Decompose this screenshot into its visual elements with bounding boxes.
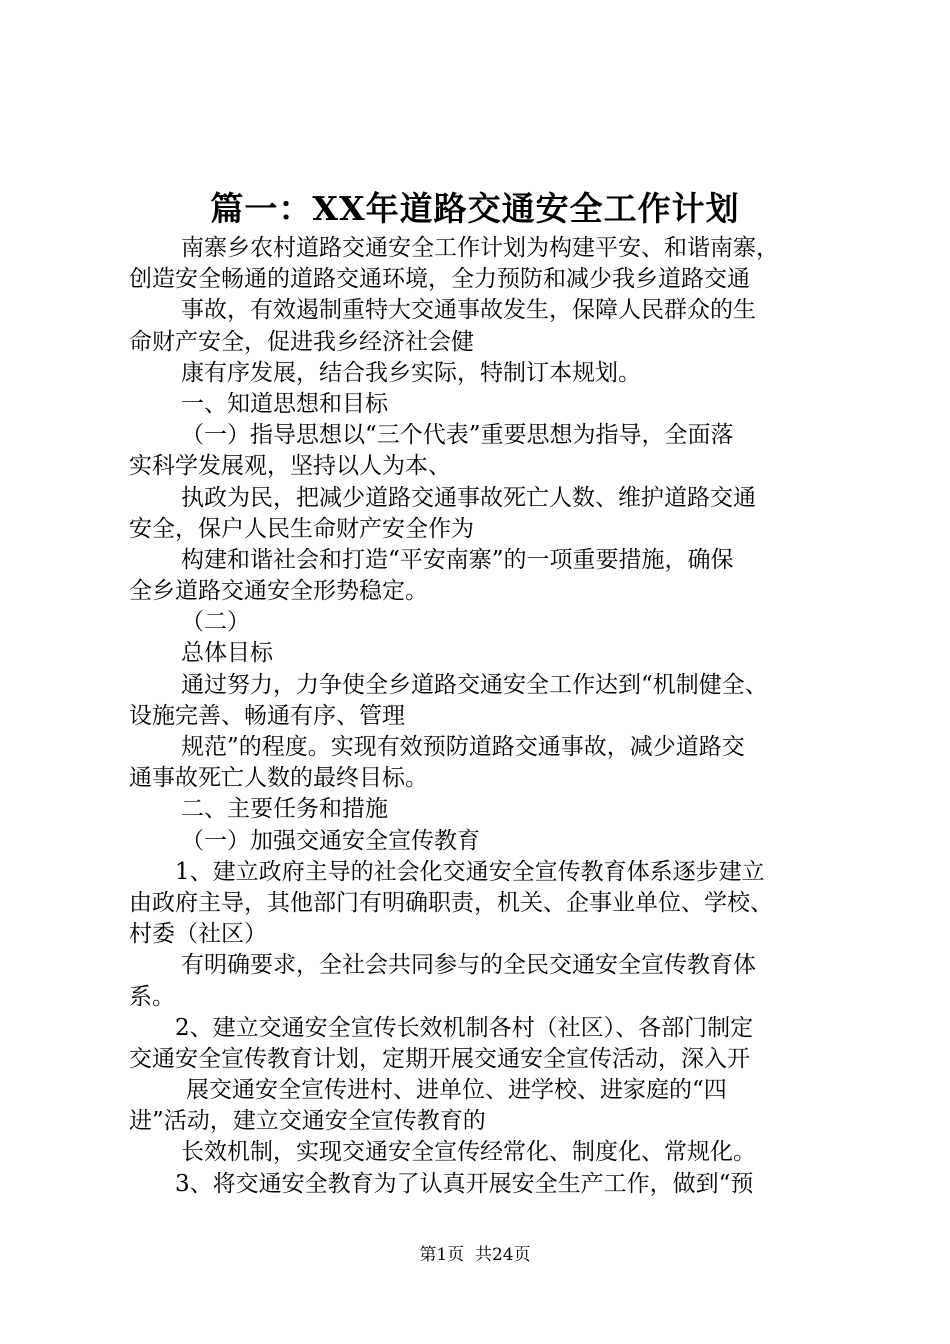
paragraph-line: 有明确要求，全社会共同参与的全民交通安全宣传教育体: [181, 952, 756, 979]
paragraph-line: 全乡道路交通安全形势稳定。: [129, 578, 428, 605]
paragraph-line: 村委（社区）: [129, 921, 267, 948]
paragraph-line: 实科学发展观，坚持以人为本、: [129, 453, 451, 480]
paragraph-line: 康有序发展，结合我乡实际，特制订本规划。: [181, 359, 641, 386]
paragraph-line: 规范”的程度。实现有效预防道路交通事故，减少道路交: [181, 734, 745, 760]
paragraph-line: 安全，保户人民生命财产安全作为: [129, 515, 474, 542]
paragraph-line: 南寨乡农村道路交通安全工作计划为构建平安、和谐南寨，: [181, 235, 779, 261]
paragraph-line: 执政为民，把减少道路交通事故死亡人数、维护道路交通: [181, 484, 756, 511]
paragraph-line: 通过努力，力争使全乡道路交通安全工作达到“机制健全、: [181, 671, 768, 698]
subsection-heading: （二）: [181, 609, 250, 636]
page-number-footer: 第1页 共24页: [419, 1245, 531, 1265]
document-body: [129, 233, 859, 1200]
paragraph-line: 系。: [129, 983, 175, 1010]
subsection-heading: （一）加强交通安全宣传教育: [181, 827, 480, 854]
paragraph-line: 2、建立交通安全宣传长效机制各村（社区）、各部门制定: [175, 1014, 754, 1041]
paragraph-line: 交通安全宣传教育计划，定期开展交通安全宣传活动，深入开: [129, 1045, 750, 1072]
document-title: 篇一：XX年道路交通安全工作计划: [210, 189, 740, 228]
paragraph-line: 3、将交通安全教育为了认真开展安全生产工作，做到“预: [175, 1170, 754, 1197]
section-heading: 一、知道思想和目标: [181, 390, 388, 417]
paragraph-line: 创造安全畅通的道路交通环境，全力预防和减少我乡道路交通: [129, 266, 750, 293]
subsection-heading: 总体目标: [181, 640, 273, 667]
paragraph-line: （一）指导思想以“三个代表”重要思想为指导，全面落: [181, 422, 734, 449]
paragraph-line: 进”活动，建立交通安全宣传教育的: [129, 1108, 486, 1135]
section-heading: 二、主要任务和措施: [181, 796, 388, 823]
paragraph-line: 通事故死亡人数的最终目标。: [129, 765, 428, 792]
paragraph-line: 构建和谐社会和打造“平安南寨”的一项重要措施，确保: [181, 546, 734, 573]
paragraph-line: 展交通安全宣传进村、进单位、进学校、进家庭的“四: [186, 1077, 727, 1104]
paragraph-line: 由政府主导，其他部门有明确职责，机关、企事业单位、学校、: [129, 889, 773, 916]
paragraph-line: 设施完善、畅通有序、管理: [129, 702, 405, 729]
paragraph-line: 长效机制，实现交通安全宣传经常化、制度化、常规化。: [181, 1139, 756, 1166]
paragraph-line: 1、建立政府主导的社会化交通安全宣传教育体系逐步建立: [175, 858, 765, 885]
paragraph-line: 事故，有效遏制重特大交通事故发生，保障人民群众的生: [181, 297, 756, 324]
paragraph-line: 命财产安全，促进我乡经济社会健: [129, 328, 474, 355]
